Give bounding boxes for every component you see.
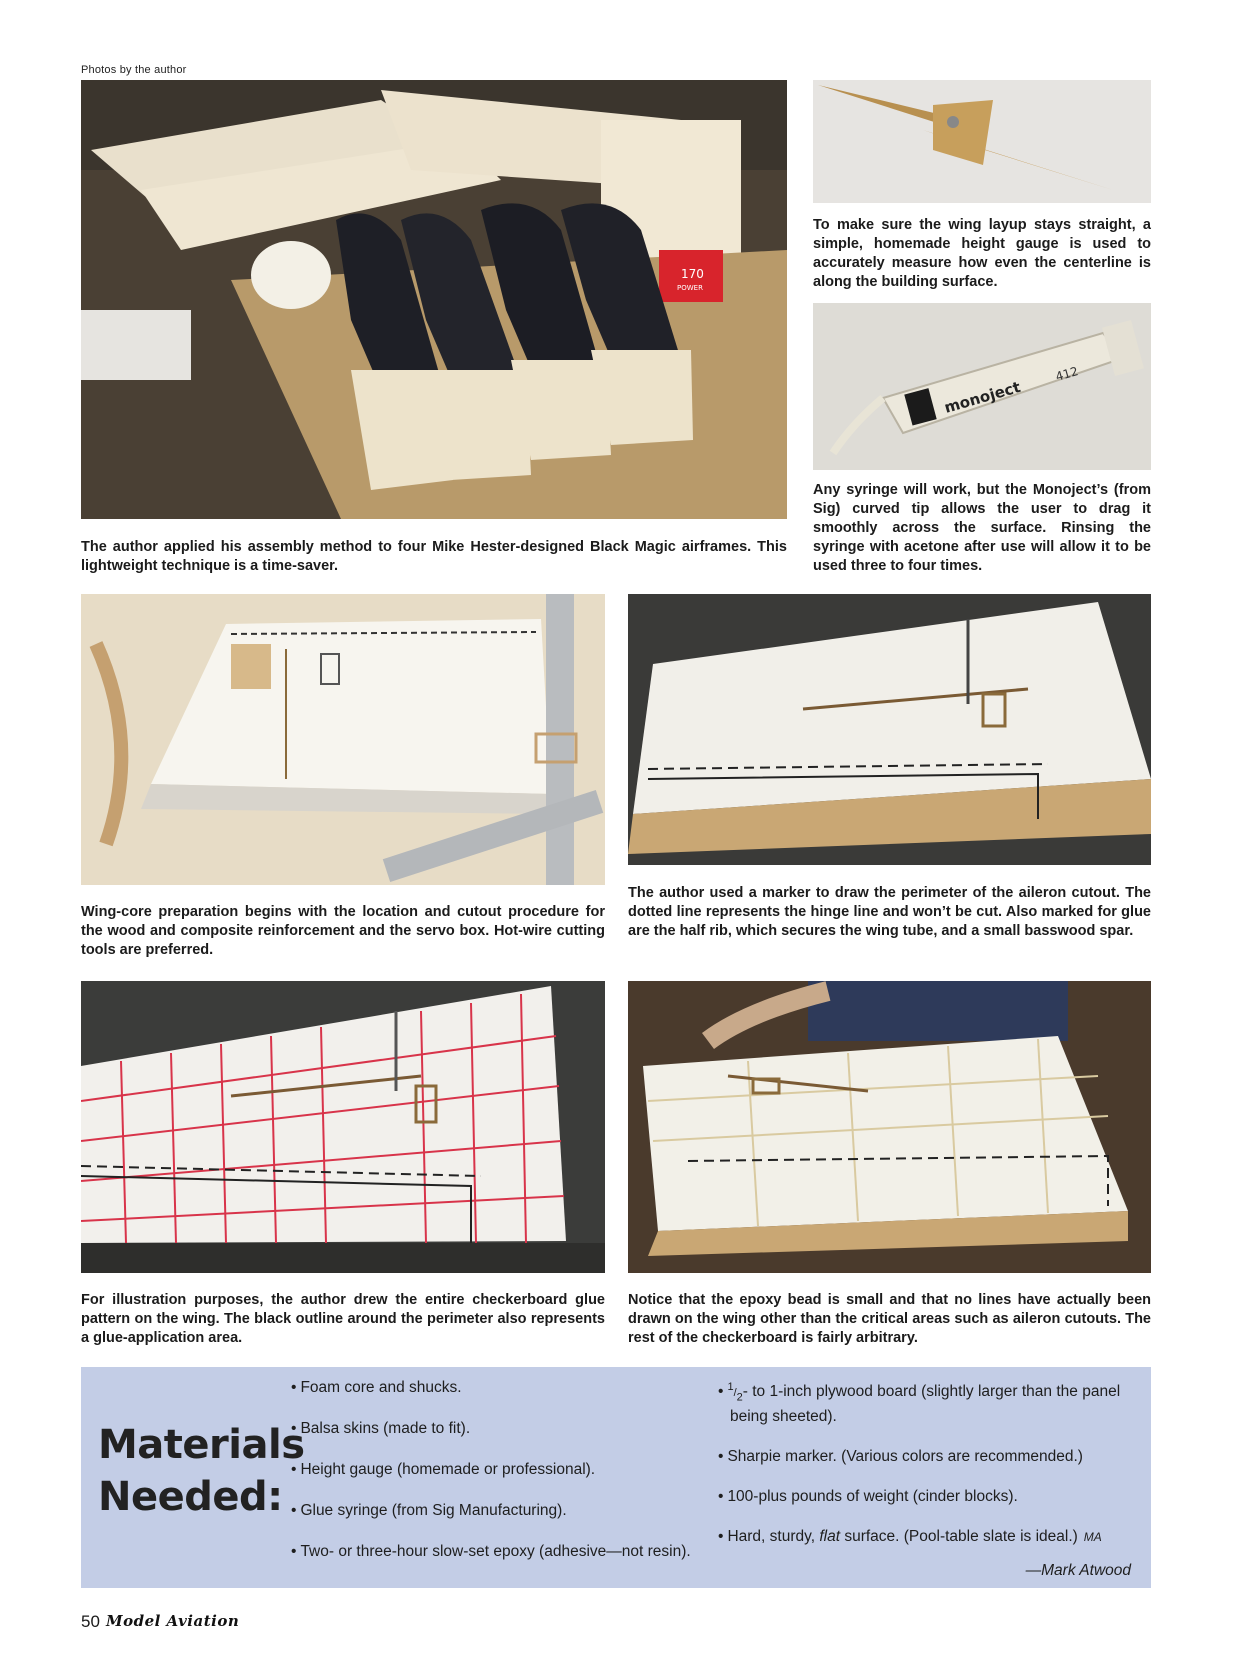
- photo-aileron-marker: [628, 594, 1151, 865]
- material-item-text-a: Hard, sturdy,: [727, 1528, 820, 1546]
- wing-core-illustration: [81, 594, 605, 885]
- checkerboard-illustration: [81, 981, 605, 1273]
- material-item: • Foam core and shucks.: [291, 1378, 691, 1397]
- gauge-illustration: [813, 80, 1151, 203]
- box-sub: POWER: [677, 284, 703, 292]
- caption-checkerboard: For illustration purposes, the author drew the entire checkerboard glue pattern on the wing. The black outline around the perimeter also represents a glue-application area.: [81, 1292, 605, 1346]
- material-item: [718, 1527, 1138, 1547]
- photo-height-gauge: [813, 80, 1151, 203]
- materials-title: [98, 1419, 305, 1523]
- caption-wing-core: Wing-core preparation begins with the location and cutout procedure for the wood and composite reinforcement and the servo box. Hot-wire cutting tools are preferred.: [81, 904, 605, 958]
- materials-box: [81, 1367, 1151, 1588]
- epoxy-illustration: [628, 981, 1151, 1273]
- photo-credit: Photos by the author: [81, 64, 187, 76]
- fraction-numerator: 1: [727, 1381, 734, 1393]
- material-item-text: - to 1-inch plywood board (slightly larger than the panel being sheeted).: [730, 1383, 1121, 1426]
- materials-title-line2: Needed:: [98, 1474, 283, 1520]
- airframes-illustration: [81, 80, 787, 519]
- materials-list-right: [718, 1378, 1138, 1568]
- photo-wing-core: [81, 594, 605, 885]
- material-item: • $^1/_2-$ to 1-inch plywood board (slightly larger than the panel being sheeted).: [718, 1378, 1138, 1426]
- author-byline: —Mark Atwood: [1025, 1562, 1131, 1579]
- photo-checkerboard: [81, 981, 605, 1273]
- materials-list-left: [291, 1378, 691, 1583]
- magazine-logo: Model Aviation: [106, 1612, 240, 1630]
- materials-title-line1: Materials: [98, 1422, 305, 1468]
- caption-syringe: Any syringe will work, but the Monoject’s (from Sig) curved tip allows the user to drag it smoothly across the surface. Rinsing the syringe with acetone after use will allow it to be used three to four times.: [813, 482, 1151, 574]
- material-item: • Glue syringe (from Sig Manufacturing).: [291, 1501, 691, 1520]
- photo-airframes: [81, 80, 787, 519]
- material-item-emphasis: flat: [819, 1528, 841, 1546]
- aileron-illustration: [628, 594, 1151, 865]
- photo-epoxy-bead: [628, 981, 1151, 1273]
- caption-aileron-marker: The author used a marker to draw the perimeter of the aileron cutout. The dotted line represents the hinge line and won’t be cut. Also marked for glue are the half rib, which secures the wing tube, and a small basswood spar.: [628, 885, 1151, 939]
- material-item: • 100-plus pounds of weight (cinder blocks).: [718, 1487, 1138, 1506]
- caption-airframes: The author applied his assembly method to four Mike Hester-designed Black Magic airframes. This lightweight technique is a time-saver.: [81, 539, 787, 574]
- material-item: • Two- or three-hour slow-set epoxy (adhesive—not resin).: [291, 1542, 691, 1561]
- caption-height-gauge: To make sure the wing layup stays straight, a simple, homemade height gauge is used to accurately measure how even the centerline is along the building surface.: [813, 217, 1151, 290]
- fraction-denominator: 2: [736, 1391, 743, 1404]
- box-label: 170: [681, 267, 704, 281]
- caption-epoxy-bead: Notice that the epoxy bead is small and that no lines have actually been drawn on the wing other than the critical areas such as aileron cutouts. The rest of the checkerboard is fairly arbitrary.: [628, 1292, 1151, 1346]
- syringe-code: 412: [1053, 364, 1080, 384]
- photo-syringe: [813, 303, 1151, 470]
- page-number: 50: [81, 1612, 100, 1631]
- end-mark: MA: [1083, 1530, 1102, 1545]
- material-item: • Sharpie marker. (Various colors are recommended.): [718, 1447, 1138, 1466]
- syringe-illustration: [813, 303, 1151, 470]
- material-item: • Height gauge (homemade or professional).: [291, 1460, 691, 1479]
- syringe-brand: monoject: [942, 377, 1023, 417]
- material-item-text-b: surface. (Pool-table slate is ideal.): [840, 1528, 1078, 1546]
- material-item: • Balsa skins (made to fit).: [291, 1419, 691, 1438]
